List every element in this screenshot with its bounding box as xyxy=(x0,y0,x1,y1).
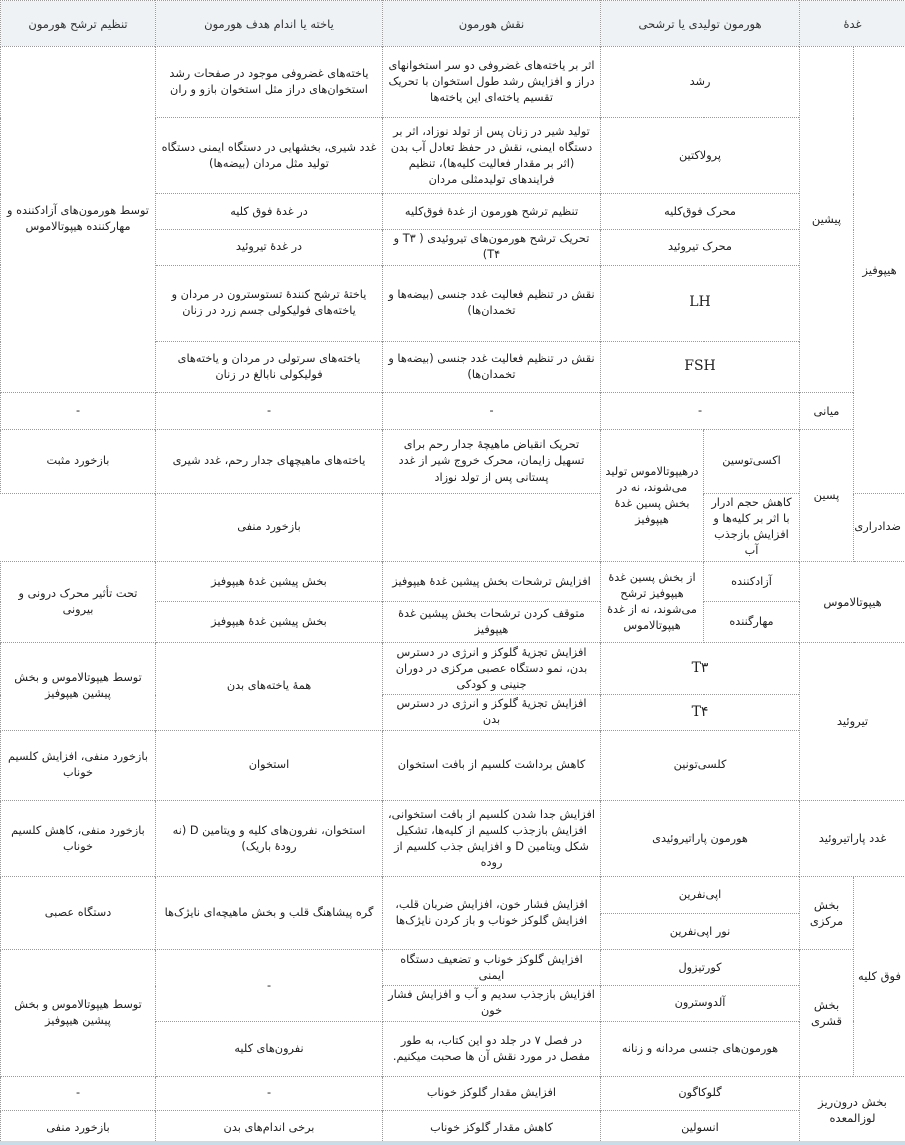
hormone-cortisol: کورتیزول xyxy=(601,950,800,986)
role-prolactin: تولید شیر در زنان پس از تولد نوزاد، اثر بر دستگاه ایمنی، نقش در حفظ تعادل آب بدن (اثر بر مقدار فعالیت کلیه‌ها)، تنظیم فرایندهای تولیدمثلی مردان xyxy=(383,118,601,194)
note-hypothalamus-source: از بخش پسین غدهٔ هیپوفیز ترشح می‌شوند، نه از غدهٔ هیپوتالاموس xyxy=(601,561,704,642)
target-growth: یاخته‌های غضروفی موجود در صفحات رشد استخوان‌های دراز مثل استخوان بازو و ران xyxy=(156,47,383,118)
regulation-thyroid: توسط هیپوتالاموس و بخش پیشین هیپوفیز xyxy=(1,643,156,731)
target-insulin: برخی اندام‌های بدن xyxy=(156,1111,383,1145)
role-insulin: کاهش مقدار گلوکز خوناب xyxy=(383,1111,601,1145)
hormone-insulin: انسولین xyxy=(601,1111,800,1145)
role-adh: کاهش حجم ادرار با اثر بر کلیه‌ها و افزایش بازجذب آب xyxy=(704,493,800,561)
gland-adrenal: فوق کلیه xyxy=(854,877,905,1076)
gland-adrenal-cortex: بخش قشری xyxy=(800,950,854,1076)
target-acth: در غدهٔ فوق کلیه xyxy=(156,194,383,230)
role-glucagon: افزایش مقدار گلوکز خوناب xyxy=(383,1076,601,1111)
hormone-t4: T۴ xyxy=(601,695,800,731)
role-medulla: افزایش فشار خون، افزایش ضربان قلب، افزایش گلوکز خوناب و باز کردن نایژک‌ها xyxy=(383,877,601,950)
gland-adrenal-medulla: بخش مرکزی xyxy=(800,877,854,950)
regulation-medulla: دستگاه عصبی xyxy=(1,877,156,950)
role-t3: افزایش تجزیهٔ گلوکز و انرژی در دسترس بدن، نمو دستگاه عصبی مرکزی در دوران جنینی و کودکی xyxy=(383,643,601,695)
hormone-tsh: محرک تیروئید xyxy=(601,230,800,266)
regulation-adh: بازخورد منفی xyxy=(156,493,383,561)
role-aldosterone: افزایش بازجذب سدیم و آب و افزایش فشار خون xyxy=(383,986,601,1022)
header-role: نقش هورمون xyxy=(383,1,601,47)
hormone-glucagon: گلوکاگون xyxy=(601,1076,800,1111)
role-inhibiting: متوقف کردن ترشحات بخش پیشین غدهٔ هیپوفیز xyxy=(383,602,601,643)
role-oxytocin: تحریک انقباض ماهیچهٔ جدار رحم برای تسهیل زایمان، محرک خروج شیر از غدد پستانی پس از تولد نوزاد xyxy=(383,430,601,493)
regulation-glucagon: - xyxy=(1,1076,156,1111)
hormone-releasing: آزادکننده xyxy=(704,561,800,602)
regulation-middle: - xyxy=(1,392,156,430)
table-row xyxy=(1,493,905,561)
gland-anterior: پیشین xyxy=(800,47,854,393)
role-cortisol: افزایش گلوکز خوناب و تضعیف دستگاه ایمنی xyxy=(383,950,601,986)
hormone-oxytocin: اکسی‌توسین xyxy=(704,430,800,493)
regulation-insulin: بازخورد منفی xyxy=(1,1111,156,1145)
table-row xyxy=(1,730,905,800)
hormone-fsh: FSH xyxy=(601,342,800,393)
target-inhibiting: بخش پیشین غدهٔ هیپوفیز xyxy=(156,602,383,643)
regulation-hypothalamus: تحت تأثیر محرک درونی و بیرونی xyxy=(1,561,156,642)
role-fsh: نقش در تنظیم فعالیت غدد جنسی (بیضه‌ها و تخمدان‌ها) xyxy=(383,342,601,393)
note-posterior-source: درهیپوتالاموس تولید می‌شوند، نه در بخش پسین غدهٔ هیپوفیز xyxy=(601,430,704,561)
role-releasing: افزایش ترشحات بخش پیشین غدهٔ هیپوفیز xyxy=(383,561,601,602)
hormone-middle: - xyxy=(601,392,800,430)
gland-thyroid: تیروئید xyxy=(800,643,905,801)
target-pth: استخوان، نفرون‌های کلیه و ویتامین D (نه رودهٔ باریک) xyxy=(156,800,383,876)
table-row xyxy=(1,561,905,602)
target-prolactin: غدد شیری، بخشهایی در دستگاه ایمنی دستگاه تولید مثل مردان (بیضه‌ها) xyxy=(156,118,383,194)
table-row xyxy=(1,643,905,695)
header-regulation: تنظیم ترشح هورمون xyxy=(1,1,156,47)
hormone-sex: هورمون‌های جنسی مردانه و زنانه xyxy=(601,1021,800,1076)
regulation-pth: بازخورد منفی، کاهش کلسیم خوناب xyxy=(1,800,156,876)
table-row xyxy=(1,1076,905,1111)
target-tsh: در غدهٔ تیروئید xyxy=(156,230,383,266)
target-calcitonin: استخوان xyxy=(156,730,383,800)
role-t4: افزایش تجزیهٔ گلوکز و انرژی در دسترس بدن xyxy=(383,695,601,731)
target-fsh: یاخته‌های سرتولی در مردان و یاخته‌های فولیکولی نابالغ در زنان xyxy=(156,342,383,393)
role-pth: افزایش جدا شدن کلسیم از بافت استخوانی، افزایش بازجذب کلسیم از کلیه‌ها، تشکیل شکل ویتامین D و افزایش جذب کلسیم از روده xyxy=(383,800,601,876)
table-row xyxy=(1,1111,905,1145)
hormone-calcitonin: کلسی‌تونین xyxy=(601,730,800,800)
hormone-prolactin: پرولاکتین xyxy=(601,118,800,194)
table-row xyxy=(1,800,905,876)
hormone-epinephrine: اپی‌نفرین xyxy=(601,877,800,914)
hormone-acth: محرک فوق‌کلیه xyxy=(601,194,800,230)
regulation-anterior: توسط هورمون‌های آزادکننده و مهارکننده هیپوتالاموس xyxy=(1,47,156,393)
hormone-aldosterone: آلدوسترون xyxy=(601,986,800,1022)
target-lh: یاختهٔ ترشح کنندهٔ تستوسترون در مردان و یاخته‌های فولیکولی جسم زرد در زنان xyxy=(156,265,383,341)
header-target: یاخته یا اندام هدف هورمون xyxy=(156,1,383,47)
hormone-t3: T۳ xyxy=(601,643,800,695)
hormone-inhibiting: مهارگننده xyxy=(704,602,800,643)
target-aldosterone: نفرون‌های کلیه xyxy=(156,1021,383,1076)
table-row xyxy=(1,430,905,493)
role-sex: در فصل ۷ در جلد دو این کتاب، به طور مفصل در مورد نقش آن ها صحبت میکنیم. xyxy=(383,1021,601,1076)
table-row xyxy=(1,47,905,118)
role-acth: تنظیم ترشح هورمون از غدهٔ فوق‌کلیه xyxy=(383,194,601,230)
regulation-oxytocin: بازخورد مثبت xyxy=(1,430,156,493)
target-oxytocin: یاخته‌های ماهیچهای جدار رحم، غدد شیری xyxy=(156,430,383,493)
target-adh xyxy=(383,493,601,561)
header-hormone: هورمون تولیدی یا ترشحی xyxy=(601,1,800,47)
gland-middle: میانی xyxy=(800,392,854,430)
role-growth: اثر بر یاخته‌های غضروفی دو سر استخوانهای دراز و افزایش رشد طول استخوان با تحریک تقسیم یاخته‌ای این یاخته‌ها xyxy=(383,47,601,118)
hormone-pth: هورمون پاراتیروئیدی xyxy=(601,800,800,876)
role-tsh: تحریک ترشح هورمون‌های تیروئیدی ( T۳ و T۴) xyxy=(383,230,601,266)
header-row xyxy=(1,1,905,47)
target-cortex-upper: - xyxy=(156,950,383,1021)
regulation-cortex: توسط هیپوتالاموس و بخش پیشین هیپوفیز xyxy=(1,950,156,1076)
bottom-divider xyxy=(0,1141,905,1145)
role-calcitonin: کاهش برداشت کلسیم از بافت استخوان xyxy=(383,730,601,800)
gland-posterior: پسین xyxy=(800,430,854,561)
hormone-adh: ضدادراری xyxy=(854,493,905,561)
header-gland: غدهٔ xyxy=(800,1,905,47)
hormone-lh: LH xyxy=(601,265,800,341)
table-row xyxy=(1,392,905,430)
target-thyroid: همهٔ یاخته‌های بدن xyxy=(156,643,383,731)
hormone-norepinephrine: نور اپی‌نفرین xyxy=(601,913,800,950)
regulation-calcitonin: بازخورد منفی، افزایش کلسیم خوناب xyxy=(1,730,156,800)
target-middle: - xyxy=(156,392,383,430)
table-row xyxy=(1,877,905,914)
hormone-growth: رشد xyxy=(601,47,800,118)
gland-parathyroid: غدد پاراتیروئید xyxy=(800,800,905,876)
role-middle: - xyxy=(383,392,601,430)
gland-hypophysis: هیپوفیز xyxy=(854,47,905,494)
target-glucagon: - xyxy=(156,1076,383,1111)
target-medulla: گره پیشاهنگ قلب و بخش ماهیچه‌ای نایژک‌ها xyxy=(156,877,383,950)
gland-hypothalamus: هیپوتالاموس xyxy=(800,561,905,642)
target-releasing: بخش پیشین غدهٔ هیپوفیز xyxy=(156,561,383,602)
gland-pancreas: بخش درون‌ریز لوزالمعده xyxy=(800,1076,905,1144)
role-lh: نقش در تنظیم فعالیت غدد جنسی (بیضه‌ها و تخمدان‌ها) xyxy=(383,265,601,341)
table-row xyxy=(1,950,905,986)
